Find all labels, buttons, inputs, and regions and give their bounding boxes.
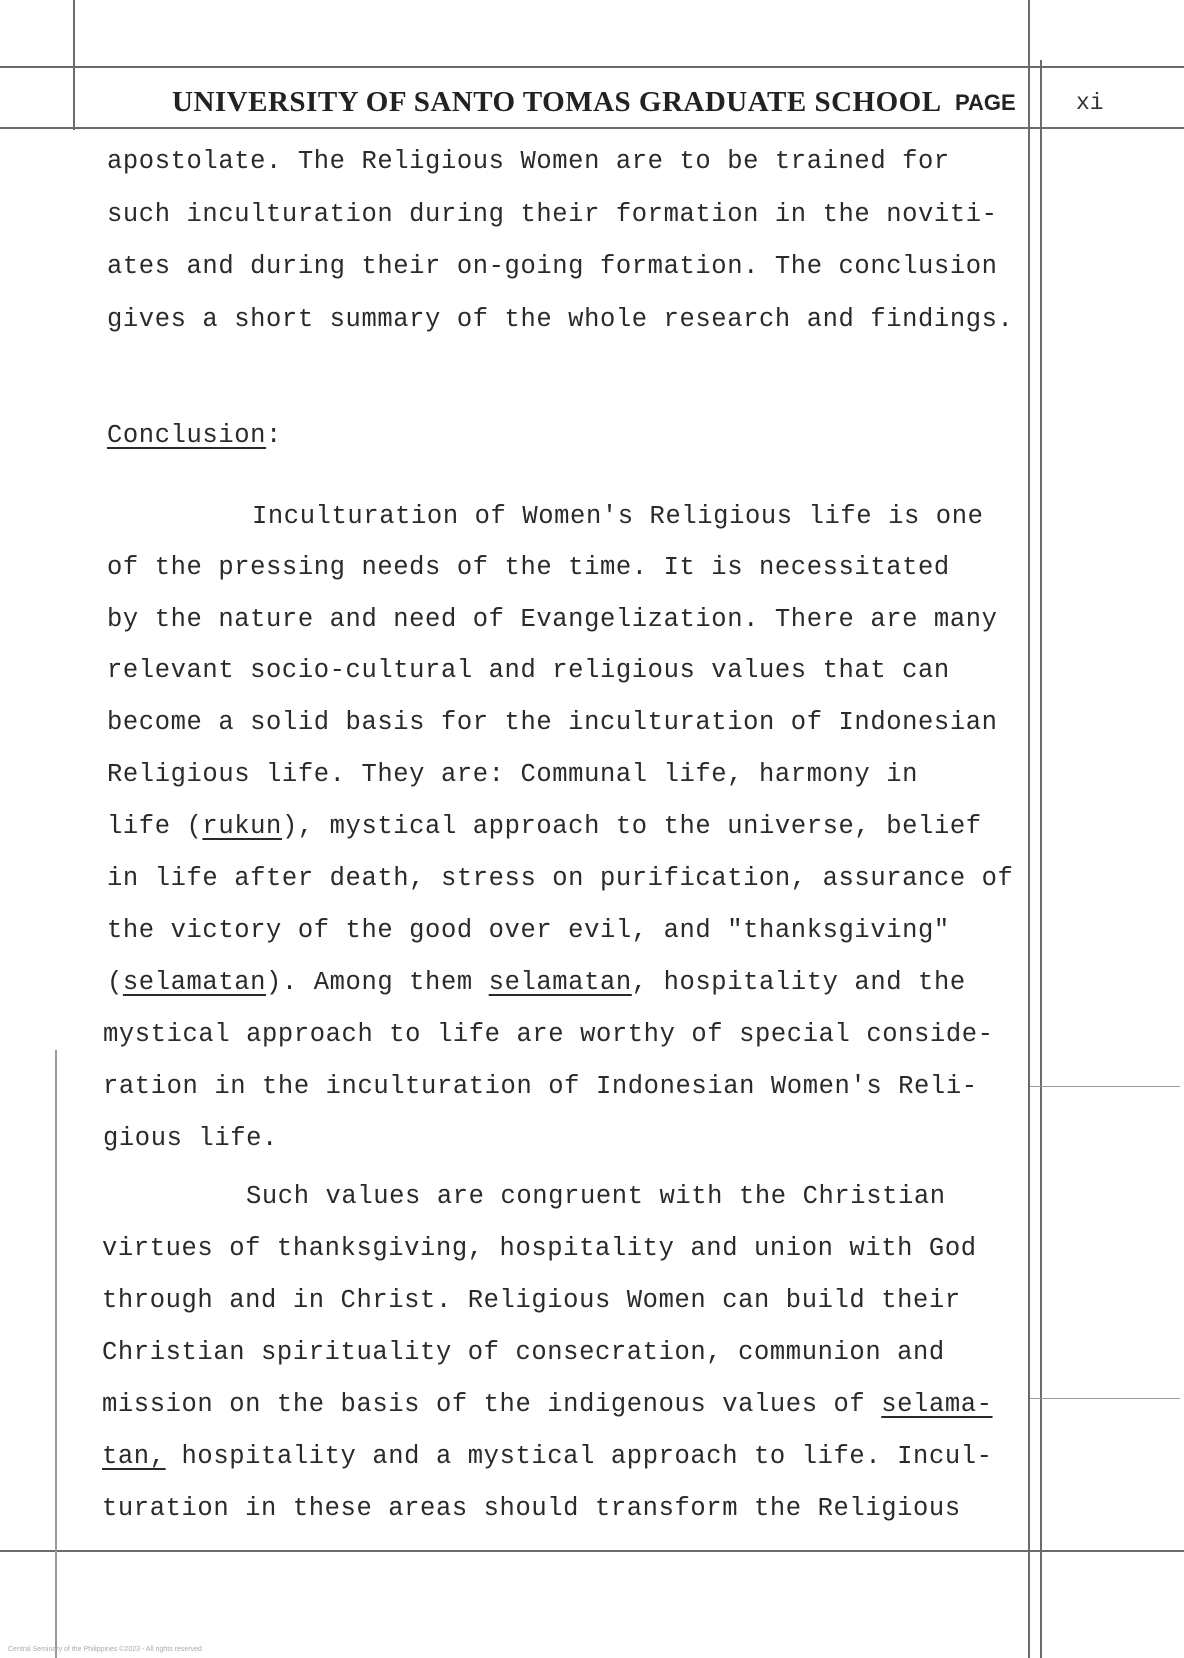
paragraph-line: virtues of thanksgiving, hospitality and union with God [102, 1234, 977, 1263]
paragraph-line: the victory of the good over evil, and "thanksgiving" [107, 916, 950, 945]
right-margin-rule-inner [1028, 0, 1030, 1658]
margin-tick-2 [1030, 1398, 1180, 1399]
section-heading-text: Conclusion [107, 421, 267, 450]
university-header: UNIVERSITY OF SANTO TOMAS GRADUATE SCHOOL [172, 86, 942, 118]
right-margin-rule-outer [1040, 60, 1042, 1658]
section-heading-colon: : [266, 421, 282, 450]
paragraph-line: Such values are congruent with the Christian [246, 1182, 946, 1211]
paragraph-line: life (rukun), mystical approach to the universe, belief [107, 812, 982, 841]
underlined-term: selamatan [488, 968, 632, 997]
text-line: such inculturation during their formation in the noviti- [107, 200, 998, 229]
paragraph-line: ration in the inculturation of Indonesian Women's Reli- [103, 1072, 978, 1101]
paragraph-line: mission on the basis of the indigenous values of selama- [102, 1390, 993, 1419]
page-label: PAGE [955, 90, 1016, 115]
paragraph-line: gious life. [103, 1124, 278, 1153]
paragraph-line: relevant socio-cultural and religious values that can [107, 656, 950, 685]
paragraph-line: through and in Christ. Religious Women can build their [102, 1286, 961, 1315]
section-heading [107, 421, 282, 451]
paragraph-line: become a solid basis for the inculturation of Indonesian [107, 708, 998, 737]
margin-tick-1 [1030, 1086, 1180, 1087]
paragraph-line: Christian spirituality of consecration, communion and [102, 1338, 945, 1367]
underlined-term: selama- [881, 1390, 993, 1419]
paragraph-line: by the nature and need of Evangelization. There are many [107, 605, 998, 634]
paragraph-line: tan, hospitality and a mystical approach to life. Incul- [102, 1442, 993, 1471]
header-rule [0, 127, 1184, 129]
footer-imprint: Central Seminary of the Philippines ©2023 - All rights reserved [8, 1646, 202, 1653]
left-margin-rule-lower [55, 1050, 57, 1658]
paragraph-line: mystical approach to life are worthy of special conside- [103, 1020, 994, 1049]
top-rule [0, 66, 1184, 68]
text-line: gives a short summary of the whole research and findings. [107, 305, 1014, 334]
paragraph-line: (selamatan). Among them selamatan, hospitality and the [107, 968, 966, 997]
page-number: xi [1076, 90, 1104, 116]
underlined-term: selamatan [122, 968, 267, 997]
paragraph-line: Religious life. They are: Communal life, harmony in [107, 760, 919, 789]
paragraph-line: of the pressing needs of the time. It is necessitated [107, 553, 950, 582]
underlined-term: tan, [102, 1442, 166, 1471]
bottom-rule [0, 1550, 1184, 1552]
text-line: ates and during their on-going formation. The conclusion [107, 252, 998, 281]
text-line: apostolate. The Religious Women are to be trained for [107, 147, 950, 176]
paragraph-line: turation in these areas should transform the Religious [102, 1494, 961, 1523]
underlined-term: rukun [202, 812, 282, 841]
paragraph-line: Inculturation of Women's Religious life is one [252, 502, 984, 531]
paragraph-line: in life after death, stress on purification, assurance of [107, 864, 1014, 893]
left-margin-rule [73, 0, 75, 130]
